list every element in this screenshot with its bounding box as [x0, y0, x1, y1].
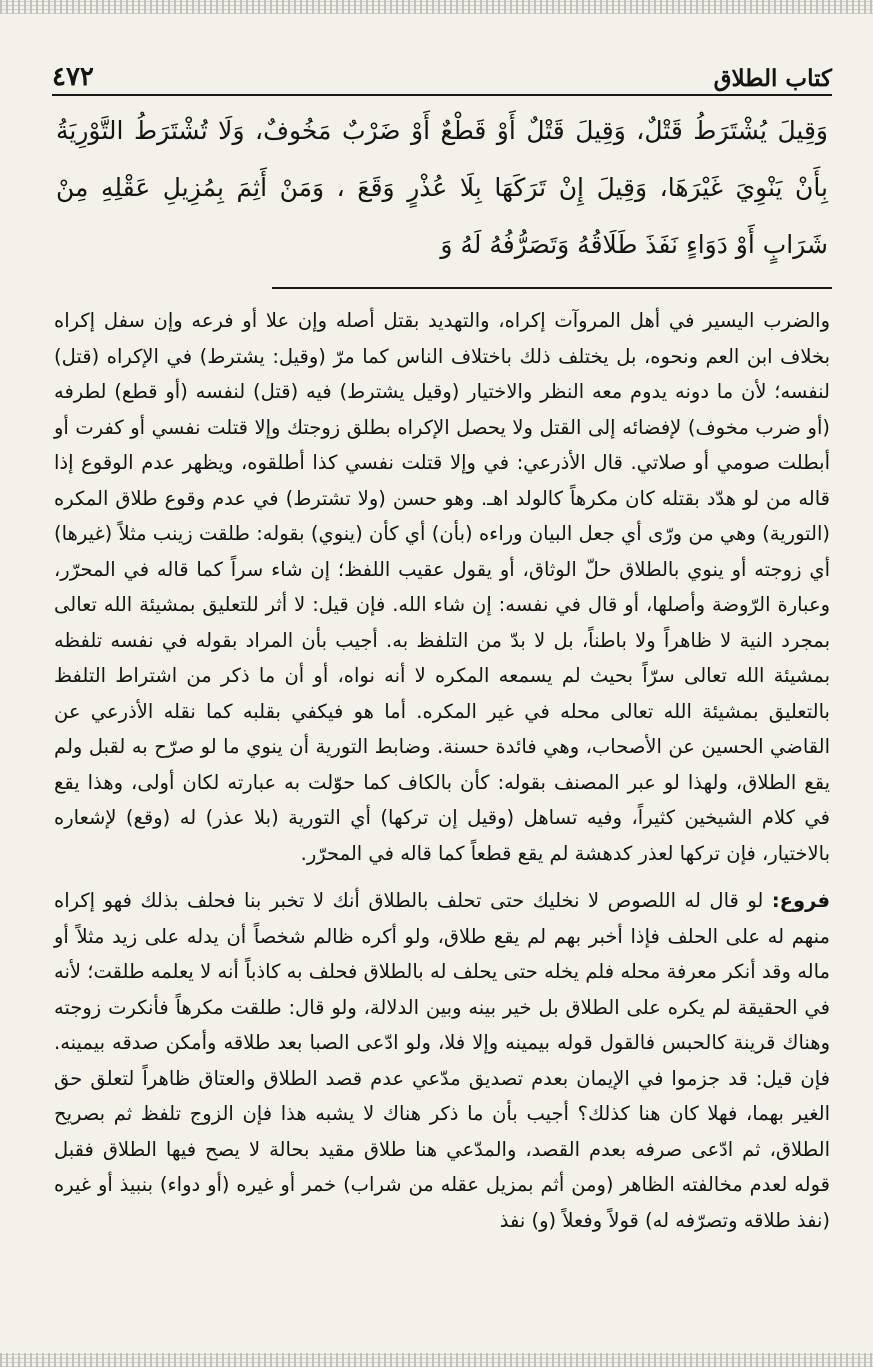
- sharh-paragraph-2: [54, 883, 830, 1238]
- book-page: [52, 40, 832, 1238]
- sharh-paragraph-1: والضرب اليسير في أهل المروآت إكراه، والتهديد بقتل أصله وإن علا أو فرعه وإن سفل إكراه بخلاف ابن العم ونحوه، بل يختلف ذلك باختلاف الناس كما مرّ (وقيل: يشترط) في الإكراه (قتل) لنفسه؛ لأن ما دونه يدوم معه النظر والاختيار (وقيل يشترط) فيه (قتل) لنفسه (أو قطع) لطرفه (أو ضرب مخوف) لإفضائه إلى القتل ولا يحصل الإكراه بطلق زوجتك وإلا قتلت نفسي أو كفرت أو أبطلت صومي أو صلاتي. قال الأذرعي: في وإلا قتلت نفسي كذا أطلقوه، ويظهر عدم الوقوع إذا قاله من لو هدّد بقتله كان مكرهاً كالولد اهـ. وهو حسن (ولا تشترط) في عدم وقوع طلاق المكره (التورية) وهي من ورّى أي جعل البيان وراءه (بأن) أي كأن (ينوي) بقوله: طلقت زينب مثلاً (غيرها) أي زوجته أو ينوي بالطلاق حلّ الوثاق، أو يقول عقيب اللفظ؛ إن شاء سراً كما قاله في المحرّر، وعبارة الرّوضة وأصلها، أو قال في نفسه: إن شاء الله. فإن قيل: لا أثر للتعليق بمشيئة الله تعالى بمجرد النية لا ظاهراً ولا باطناً، بل لا بدّ من التلفظ به. أجيب بأن المراد بقوله في نفسه تلفظه بمشيئة الله تعالى سرّاً بحيث لم يسمعه المكره لا أنه نواه، أو أن ما ذكر من اشتراط التلفظ بالتعليق بمشيئة الله تعالى محله في غير المكره. أما هو فيكفي بقلبه كما نقله الأذرعي عن القاضي الحسين عن الأصحاب، وهي فائدة حسنة. وضابط التورية أن ينوي ما لو صرّح به لقبل ولم يقع الطلاق، ولهذا لو عبر المصنف بقوله: كأن بالكاف كما حوّلت به عبارته لكان أولى، وهذا يقع في كلام الشيخين كثيراً، وفيه تساهل (وقيل إن تركها) أي التورية (بلا عذر) له (وقع) لإشعاره بالاختيار، فإن تركها لعذر كدهشة لم يقع قطعاً كما قاله في المحرّر.: [54, 309, 830, 865]
- chapter-title: كتاب الطلاق: [713, 65, 832, 92]
- decorative-border-top: [0, 0, 873, 14]
- sharh-commentary: [52, 303, 832, 1238]
- furu-heading: فروع:: [771, 889, 830, 912]
- matn-separator: [272, 287, 832, 289]
- page-header: [52, 40, 832, 96]
- sharh-paragraph-2-text: لو قال له اللصوص لا نخليك حتى تحلف بالطلاق أنك لا تخبر بنا فحلف بذلك فهو إكراه منهم له على الحلف فإذا أخبر بهم لم يقع طلاق، ولو أكره ظالم شخصاً أن يدله على زيد مثلاً أو ماله وقد أنكر معرفة محله فلم يخله حتى يحلف له بالطلاق فحلف به كاذباً أنه لا يعلمه طلقت؛ لأنه في الحقيقة لم يكره على الطلاق بل خير بينه وبين الدلالة، ولو قال: طلقت مكرهاً فأنكرت زوجته وهناك قرينة كالحبس فالقول قوله بيمينه وإلا فلا، ولو ادّعى الصبا بعد طلاقه وأمكن صدقه بيمينه. فإن قيل: قد جزموا في الإيمان بعدم تصديق مدّعي عدم قصد الطلاق والعتاق ظاهراً لتعلق حق الغير بهما، فهلا كان هنا كذلك؟ أجيب بأن ما ذكر هناك لا يشبه هذا فإن الزوج تلفظ ثم بصريح الطلاق، ثم ادّعى صرفه بعدم القصد، والمدّعي هنا طلاق مقيد بحالة لا يصح فيها الطلاق فقبل قوله لعدم مخالفته الظاهر (ومن أثم بمزيل عقله من شراب) خمر أو غيره (أو دواء) بنبيذ أو غيره (نفذ طلاقه وتصرّفه له) قولاً وفعلاً (و) نفذ: [54, 889, 830, 1232]
- decorative-border-bottom: [0, 1353, 873, 1367]
- matn-text: وَقِيلَ يُشْتَرَطُ قَتْلٌ، وَقِيلَ قَتْلٌ أَوْ قَطْعٌ أَوْ ضَرْبٌ مَخُوفٌ، وَلَا تُشْتَرَطُ التَّوْرِيَةُ بِأَنْ يَنْوِيَ غَيْرَهَا، وَقِيلَ إِنْ تَرَكَهَا بِلَا عُذْرٍ وَقَعَ ، وَمَنْ أَثِمَ بِمُزِيلِ عَقْلِهِ مِنْ شَرَابٍ أَوْ دَوَاءٍ نَفَذَ طَلَاقُهُ وَتَصَرُّفُهُ لَهُ وَ: [56, 116, 828, 259]
- page-number: ٤٧٢: [52, 62, 94, 92]
